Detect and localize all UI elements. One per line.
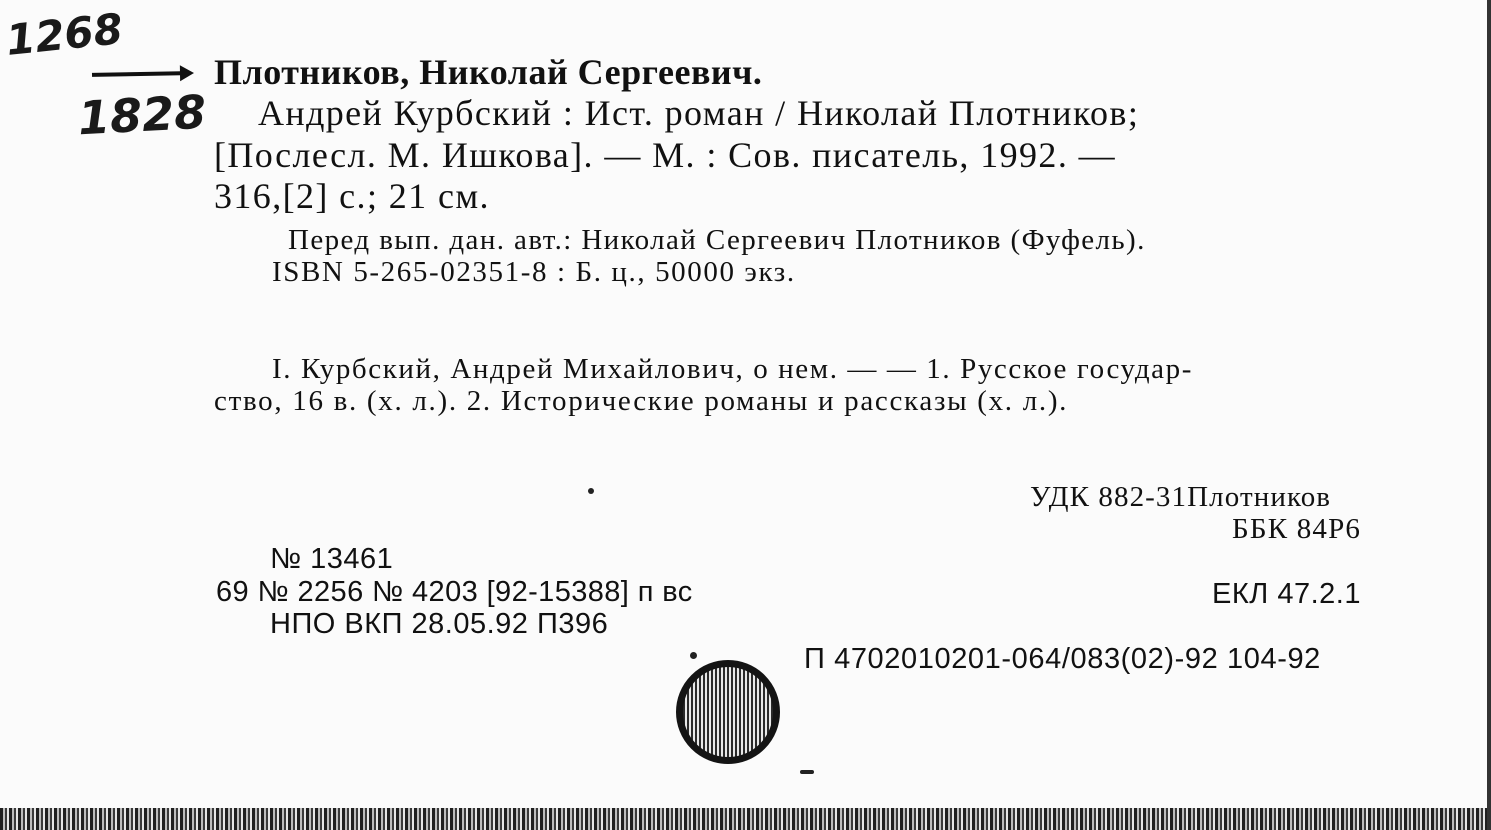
ink-speck <box>800 770 814 774</box>
title-statement-line-2: [Послесл. М. Ишкова]. — М. : Сов. писатель, 1992. — <box>214 135 1117 175</box>
npo-line: НПО ВКП 28.05.92 П396 <box>270 608 609 640</box>
title-statement-line-3: 316,[2] с.; 21 см. <box>214 176 490 216</box>
card-right-edge <box>1487 0 1491 830</box>
order-number: № 13461 <box>270 543 394 575</box>
handwritten-number: 1268 <box>3 4 126 65</box>
punched-hole-icon <box>676 660 780 764</box>
udk-code: УДК 882-31Плотников <box>1030 481 1332 513</box>
card-bottom-edge <box>0 808 1491 830</box>
ekl-code: ЕКЛ 47.2.1 <box>1212 578 1361 610</box>
ink-speck <box>588 488 594 494</box>
author-heading: Плотников, Николай Сергеевич. <box>214 52 763 92</box>
subjects-line-2: ство, 16 в. (х. л.). 2. Исторические романы и рассказы (х. л.). <box>214 385 1069 417</box>
index-code: П 4702010201-064/083(02)-92 104-92 <box>804 643 1321 675</box>
ink-speck <box>690 652 697 659</box>
note-line: Перед вып. дан. авт.: Николай Сергеевич Плотников (Фуфель). <box>288 224 1146 256</box>
print-line: 69 № 2256 № 4203 [92-15388] п вс <box>216 576 693 608</box>
isbn-line: ISBN 5-265-02351-8 : Б. ц., 50000 экз. <box>272 256 796 288</box>
handwritten-arrow-icon <box>92 71 188 77</box>
bbk-code: ББК 84Р6 <box>1232 513 1362 545</box>
subjects-line-1: I. Курбский, Андрей Михайлович, о нем. — — 1. Русское государ- <box>272 353 1194 385</box>
handwritten-shelfmark: 1828 <box>76 84 208 146</box>
title-statement-line-1: Андрей Курбский : Ист. роман / Николай Плотников; <box>258 93 1140 133</box>
